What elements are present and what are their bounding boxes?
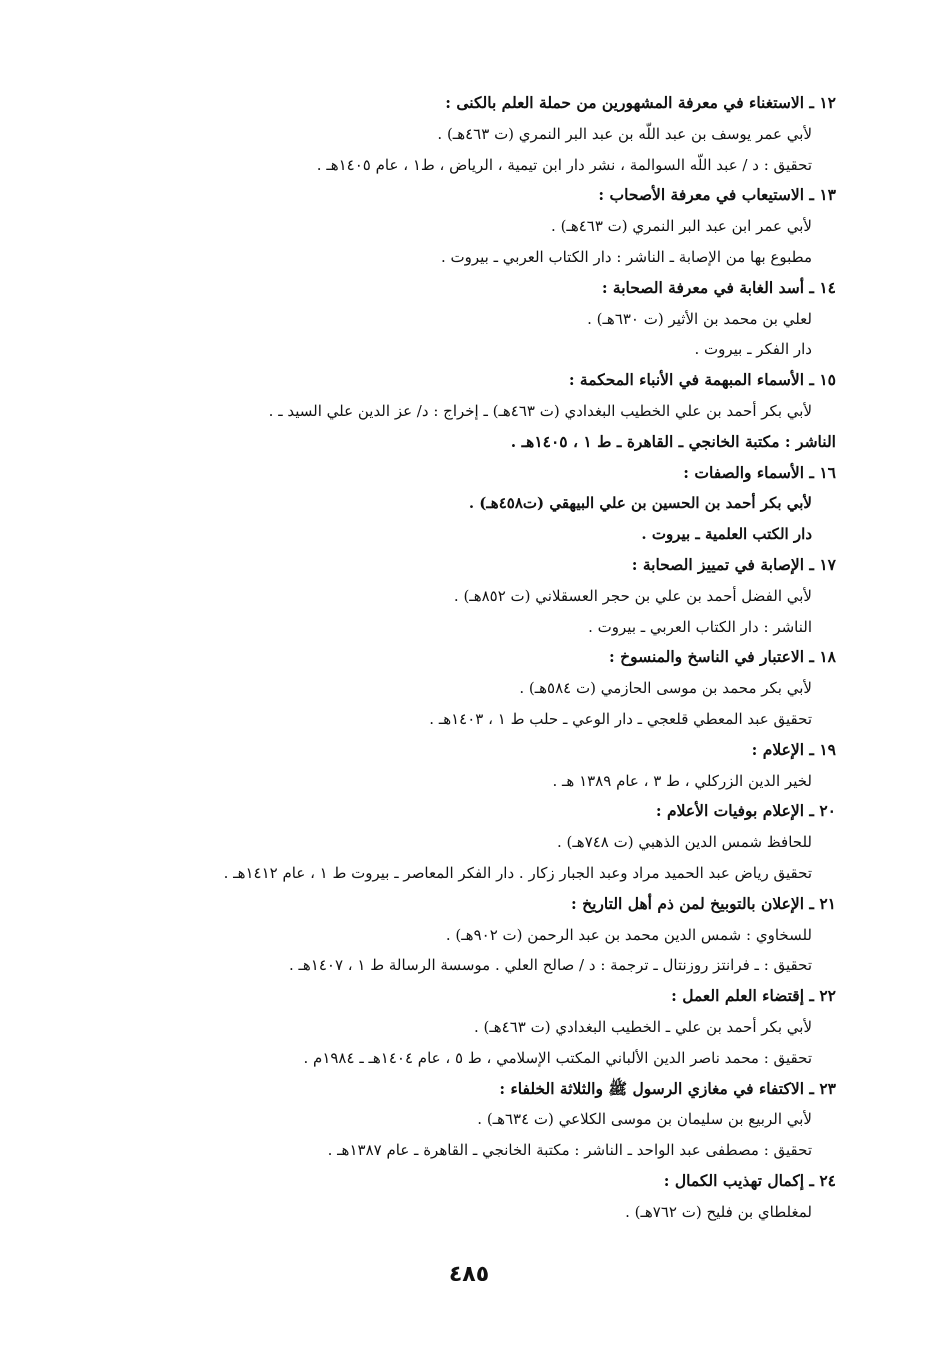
- entry-author: لخير الدين الزركلي ، ط ٣ ، عام ١٣٨٩ هـ .: [552, 771, 812, 790]
- entry-author: للحافظ شمس الدين الذهبي (ت ٧٤٨هـ) .: [556, 833, 812, 852]
- entry-heading: ٢٣ ـ الاكتفاء في مغازي الرسول ﷺ والثلاثة الخلفاء :: [499, 1078, 836, 1098]
- entry-author: لعلي بن محمد بن الأثير (ت ٦٣٠هـ) .: [587, 309, 812, 328]
- entry-publication: تحقيق عبد المعطي قلعجي ـ دار الوعي ـ حلب ط ١ ، ١٤٠٣هـ .: [429, 709, 812, 728]
- entry-publication: تحقيق : مصطفى عبد الواحد ـ الناشر : مكتبة الخانجي ـ القاهرة ـ عام ١٣٨٧هـ .: [327, 1141, 812, 1160]
- entry-heading: ١٨ ـ الاعتبار في الناسخ والمنسوخ :: [609, 647, 836, 667]
- entry-heading: ١٧ ـ الإصابة في تمييز الصحابة :: [631, 554, 836, 574]
- entry-publication: الناشر : دار الكتاب العربي ـ بيروت .: [588, 617, 812, 636]
- page-number: ٤٨٥: [448, 1262, 490, 1287]
- entry-heading: ١٩ ـ الإعلام :: [751, 739, 836, 759]
- entry-publication: دار الفكر ـ بيروت .: [694, 340, 812, 359]
- entry-author: لمغلطاي بن فليح (ت ٧٦٢هـ) .: [625, 1202, 812, 1221]
- entry-publication: دار الكتب العلمية ـ بيروت .: [641, 525, 812, 544]
- entry-heading: ١٣ ـ الاستيعاب في معرفة الأصحاب :: [598, 185, 836, 205]
- entry-author: لأبي الربيع بن سليمان بن موسى الكلاعي (ت ٦٣٤هـ) .: [477, 1110, 812, 1129]
- entry-author: للسخاوي : شمس الدين محمد بن عبد الرحمن (ت ٩٠٢هـ) .: [445, 925, 812, 944]
- entry-publication: تحقيق : ـ فرانتز روزنتال ـ ترجمة : د / صالح العلي . موسسة الرسالة ط ١ ، ١٤٠٧هـ .: [288, 956, 812, 975]
- entry-heading: ١٥ ـ الأسماء المبهمة في الأنباء المحكمة :: [568, 370, 836, 390]
- entry-author: لأبي بكر أحمد بن علي ـ الخطيب البغدادي (ت ٤٦٣هـ) .: [473, 1017, 812, 1036]
- entry-author: لأبي بكر أحمد بن علي الخطيب البغدادي (ت ٤٦٣هـ) ـ إخراج : د/ عز الدين علي السيد ـ .: [268, 401, 812, 420]
- entry-author: لأبي الفضل أحمد بن علي بن حجر العسقلاني (ت ٨٥٢هـ) .: [453, 586, 812, 605]
- entry-publication: تحقيق : د / عبد اللّه السوالمة ، نشر دار ابن تيمية ، الرياض ، ط١ ، عام ١٤٠٥هـ .: [316, 155, 812, 174]
- entry-publication: الناشر : مكتبة الخانجي ـ القاهرة ـ ط ١ ، ١٤٠٥هـ .: [510, 431, 836, 451]
- entry-author: لأبي عمر ابن عبد البر النمري (ت ٤٦٣هـ) .: [551, 217, 812, 236]
- entry-heading: ١٦ ـ الأسماء والصفات :: [683, 462, 836, 482]
- entry-author: لأبي عمر يوسف بن عبد اللّه بن عبد البر النمري (ت ٤٦٣هـ) .: [437, 124, 812, 143]
- entry-heading: ١٢ ـ الاستغناء في معرفة المشهورين من حملة العلم بالكنى :: [445, 93, 836, 112]
- entry-heading: ٢٤ ـ إكمال تهذيب الكمال :: [663, 1170, 836, 1190]
- entry-heading: ١٤ ـ أسد الغابة في معرفة الصحابة :: [601, 277, 836, 297]
- entry-publication: تحقيق : محمد ناصر الدين الألباني المكتب الإسلامي ، ط ٥ ، عام ١٤٠٤هـ ـ ١٩٨٤م .: [303, 1048, 812, 1067]
- bibliography-list: [106, 88, 836, 1227]
- entry-heading: ٢١ ـ الإعلان بالتوبيخ لمن ذم أهل التاريخ :: [571, 893, 836, 913]
- entry-author: لأبي بكر أحمد بن الحسين بن علي البيهقي (ت٤٥٨هـ) .: [468, 494, 812, 513]
- entry-publication: تحقيق رياض عبد الحميد مراد وعبد الجبار زكار . دار الفكر المعاصر ـ بيروت ط ١ ، عام ١٤١٢هـ .: [223, 863, 812, 882]
- entry-author: لأبي بكر محمد بن موسى الحازمي (ت ٥٨٤هـ) .: [519, 679, 812, 698]
- entry-heading: ٢٢ ـ إقتضاء العلم العمل :: [671, 986, 836, 1006]
- entry-publication: مطبوع بها من الإصابة ـ الناشر : دار الكتاب العربي ـ بيروت .: [440, 247, 812, 266]
- entry-heading: ٢٠ ـ الإعلام بوفيات الأعلام :: [655, 801, 836, 821]
